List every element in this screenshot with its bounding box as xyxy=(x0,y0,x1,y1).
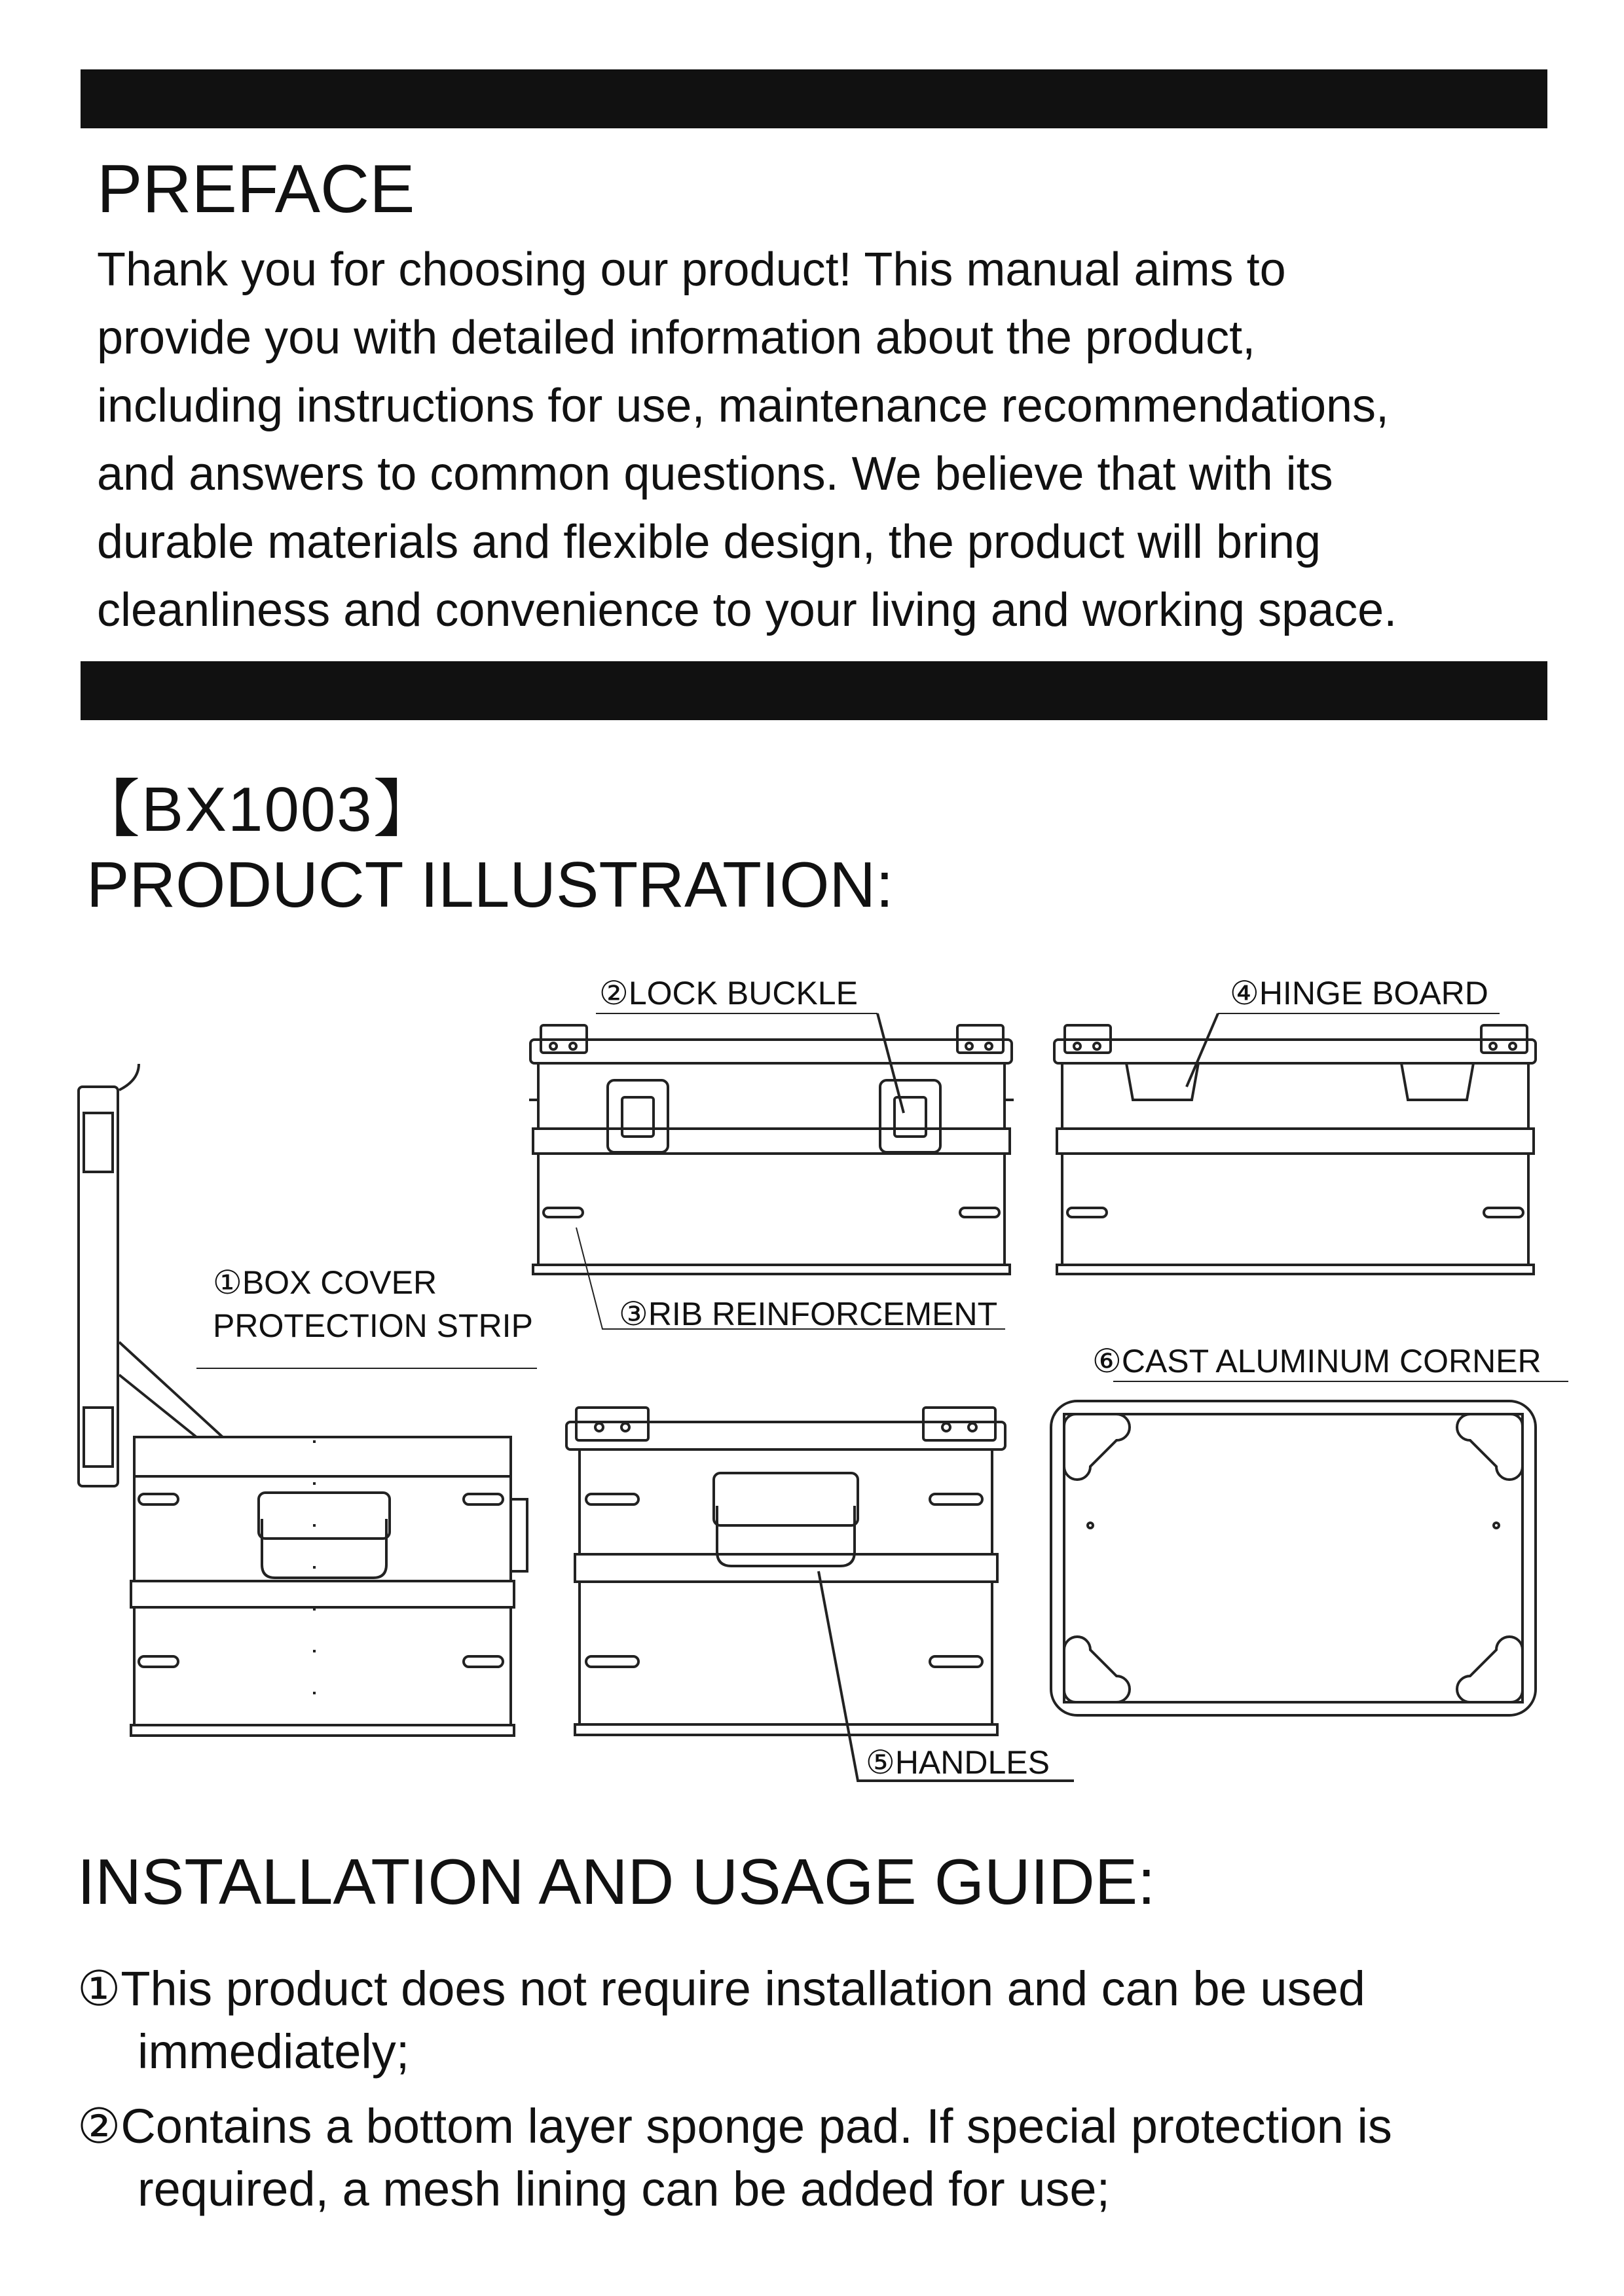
front-view-lock-buckles xyxy=(529,1013,1014,1274)
model-number: 【BX1003】 xyxy=(77,774,437,845)
preface-line: Thank you for choosing our product! This manual aims to xyxy=(97,244,1286,296)
installation-title: INSTALLATION AND USAGE GUIDE: xyxy=(77,1846,1156,1918)
preface-line: provide you with detailed information about the product, xyxy=(97,312,1256,364)
step-2 xyxy=(77,2095,1392,2221)
label-handles: ⑤HANDLES xyxy=(866,1744,1050,1781)
step-1-line-2: immediately; xyxy=(138,2024,410,2079)
label-box-cover-1: ①BOX COVER xyxy=(213,1264,437,1301)
preface-line: including instructions for use, maintenance recommendations, xyxy=(97,380,1390,432)
step-1-line-1: ①This product does not require installation and can be used xyxy=(77,1961,1365,2016)
illustration-title: PRODUCT ILLUSTRATION: xyxy=(86,848,894,920)
step-2-line-1: ②Contains a bottom layer sponge pad. If special protection is xyxy=(77,2099,1392,2153)
preface-line: durable materials and flexible design, the product will bring xyxy=(97,516,1321,568)
side-view-open-lid xyxy=(79,1064,537,1736)
step-2-line-2: required, a mesh lining can be added for use; xyxy=(138,2162,1111,2216)
side-view-handles xyxy=(566,1408,1074,1781)
label-box-cover-2: PROTECTION STRIP xyxy=(213,1307,533,1344)
preface-line: and answers to common questions. We believe that with its xyxy=(97,448,1333,500)
label-hinge-board: ④HINGE BOARD xyxy=(1230,975,1488,1011)
label-rib-reinforcement: ③RIB REINFORCEMENT xyxy=(619,1296,998,1332)
label-lock-buckle: ②LOCK BUCKLE xyxy=(599,975,858,1011)
top-view-cast-corners xyxy=(1051,1381,1568,1715)
label-cast-aluminum-corner: ⑥CAST ALUMINUM CORNER xyxy=(1092,1343,1541,1379)
preface-line: cleanliness and convenience to your living and working space. xyxy=(97,584,1397,636)
preface-title: PREFACE xyxy=(97,151,415,227)
step-1 xyxy=(77,1958,1365,2083)
back-view-hinge-boards xyxy=(1054,1013,1536,1274)
